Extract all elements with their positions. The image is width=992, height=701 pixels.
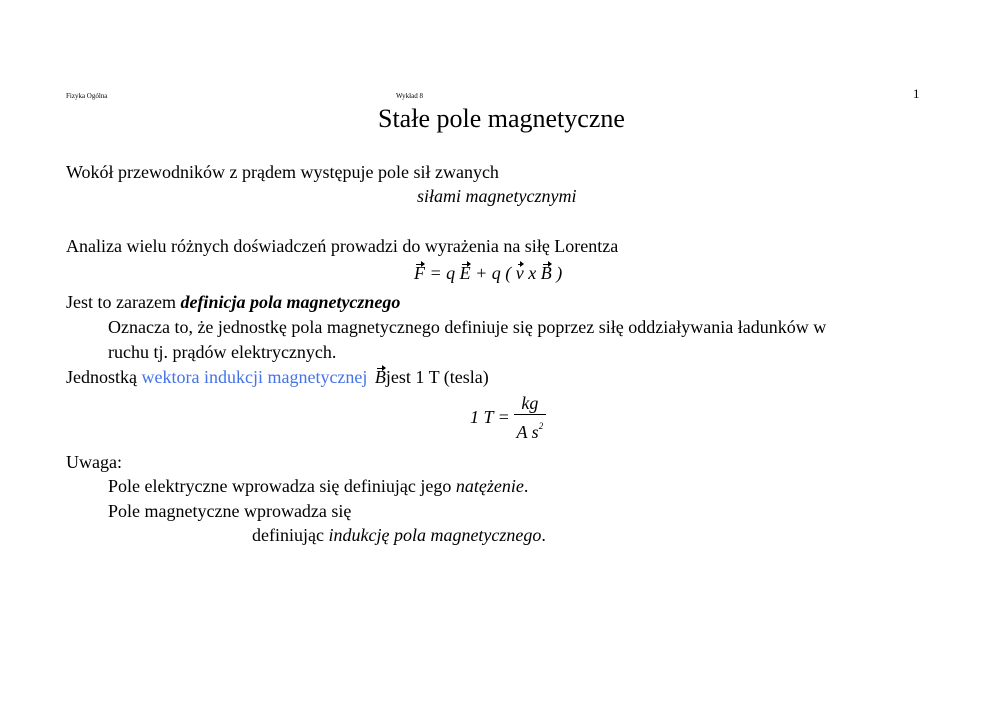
note-heading: Uwaga:: [66, 452, 122, 472]
paragraph-meaning-line2: ruchu tj. prądów elektrycznych.: [108, 342, 337, 362]
vector-F: F: [414, 263, 425, 283]
formula-plus: + q (: [470, 263, 516, 283]
paragraph-unit: [66, 367, 489, 388]
vector-v: v: [515, 263, 524, 283]
denominator-exponent: 2: [538, 421, 544, 431]
unit-suffix: jest 1 T (tesla): [385, 367, 489, 387]
term-magnetic-forces: siłami magnetycznymi: [417, 186, 577, 206]
formula-eq: = q: [425, 263, 460, 283]
note-electric-suffix: .: [523, 476, 529, 496]
page-title: Stałe pole magnetyczne: [378, 104, 625, 133]
note-electric-prefix: Pole elektryczne wprowadza się definiując jego: [108, 476, 456, 496]
fraction-denominator: A $s^2$: [516, 421, 544, 442]
tesla-lhs: 1 T =: [470, 407, 510, 427]
note-line-electric: [108, 476, 528, 497]
note-magnetic-suffix: .: [541, 525, 546, 545]
definition-prefix: Jest to zarazem: [66, 292, 181, 312]
note-line-magnetic-def: [252, 525, 546, 546]
vector-B: B: [540, 263, 552, 283]
formula-cross: x: [523, 263, 541, 283]
paragraph-lorentz-intro: Analiza wielu różnych doświadczeń prowadzi do wyrażenia na siłę Lorentza: [66, 236, 619, 256]
link-magnetic-induction-vector[interactable]: wektora indukcji magnetycznej: [141, 367, 368, 387]
lorentz-formula: [414, 263, 562, 284]
vector-B-unit: B: [374, 367, 386, 387]
header-lecture: Wykład 8: [396, 92, 423, 100]
note-line-magnetic: Pole magnetyczne wprowadza się: [108, 501, 352, 521]
unit-prefix: Jednostką: [66, 367, 142, 387]
paragraph-intro: Wokół przewodników z prądem występuje pole sił zwanych: [66, 162, 499, 182]
page-number: 1: [913, 86, 920, 101]
tesla-formula: [470, 392, 546, 443]
note-magnetic-prefix: definiując: [252, 525, 329, 545]
paragraph-definition: [66, 292, 400, 313]
header-course: Fizyka Ogólna: [66, 92, 108, 100]
definition-emphasis: definicja pola magnetycznego: [180, 292, 401, 312]
term-intensity: natężenie: [455, 476, 524, 496]
tesla-fraction: [514, 392, 546, 443]
formula-close: ): [551, 263, 563, 283]
fraction-numerator: kg: [521, 393, 539, 413]
term-induction: indukcję pola magnetycznego: [328, 525, 542, 545]
paragraph-meaning-line1: Oznacza to, że jednostkę pola magnetycznego definiuje się poprzez siłę oddziaływania ładunków w: [108, 317, 827, 337]
vector-E: E: [459, 263, 471, 283]
